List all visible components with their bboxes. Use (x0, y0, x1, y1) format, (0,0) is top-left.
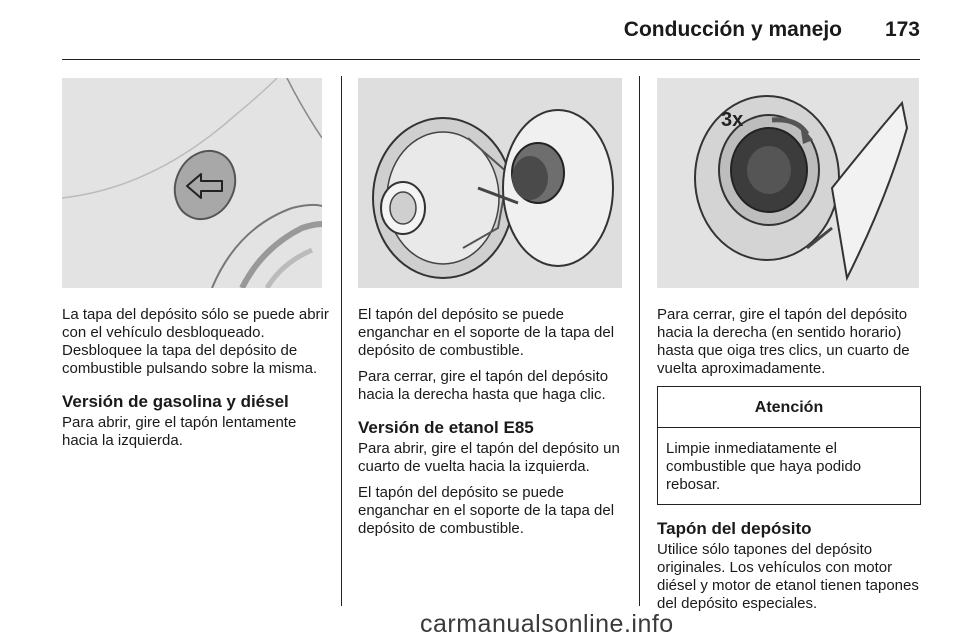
figure-fuel-flap (62, 78, 322, 288)
column-2 (358, 306, 628, 546)
paragraph: Utilice sólo tapones del depósito originales. Los vehículos con motor diésel y motor de etanol tienen tapones del depósito especiales. (657, 541, 919, 612)
paragraph: Para abrir, gire el tapón del depósito un cuarto de vuelta hacia la izquierda. (358, 440, 620, 475)
attention-text: Limpie inmediatamente el combustible que haya podido rebosar. (666, 440, 862, 493)
paragraph: El tapón del depósito se puede enganchar en el soporte de la tapa del depósito de combustible. (358, 306, 615, 359)
clicks-label: 3x (721, 109, 744, 131)
subheading: Versión de etanol E85 (358, 418, 534, 437)
column-divider (341, 76, 342, 606)
watermark: carmanualsonline.info (420, 610, 674, 638)
attention-box (657, 386, 921, 505)
page-header (0, 0, 960, 62)
column-divider (639, 76, 640, 606)
page-number: 173 (884, 18, 920, 41)
section-title: Conducción y manejo (623, 18, 842, 41)
fuel-cap-icon (512, 143, 564, 203)
column-3 (657, 306, 921, 621)
open-cap-illustration (358, 78, 622, 288)
paragraph: Para abrir, gire el tapón lentamente hacia la izquierda. (62, 414, 297, 449)
cap-clicks-illustration (657, 78, 919, 288)
paragraph: Para cerrar, gire el tapón del depósito hacia la derecha (en sentido horario) hasta que oiga tres clics, un cuarto de vuelta aproximadamente. (657, 306, 910, 377)
header-rule (62, 59, 920, 60)
paragraph: Para cerrar, gire el tapón del depósito hacia la derecha hasta que haga clic. (358, 368, 609, 403)
column-1 (62, 306, 332, 458)
subheading: Tapón del depósito (657, 519, 812, 538)
figure-open-cap (358, 78, 622, 288)
attention-title: Atención (658, 387, 920, 428)
paragraph: El tapón del depósito se puede enganchar en el soporte de la tapa del depósito de combustible. (358, 484, 615, 537)
subheading: Versión de gasolina y diésel (62, 392, 289, 411)
fuel-flap-illustration (62, 78, 322, 288)
paragraph: La tapa del depósito sólo se puede abrir con el vehículo desbloqueado. Desbloquee la tapa del depósito de combustible pulsando sobre la misma. (62, 306, 329, 377)
figure-cap-clicks (657, 78, 919, 288)
